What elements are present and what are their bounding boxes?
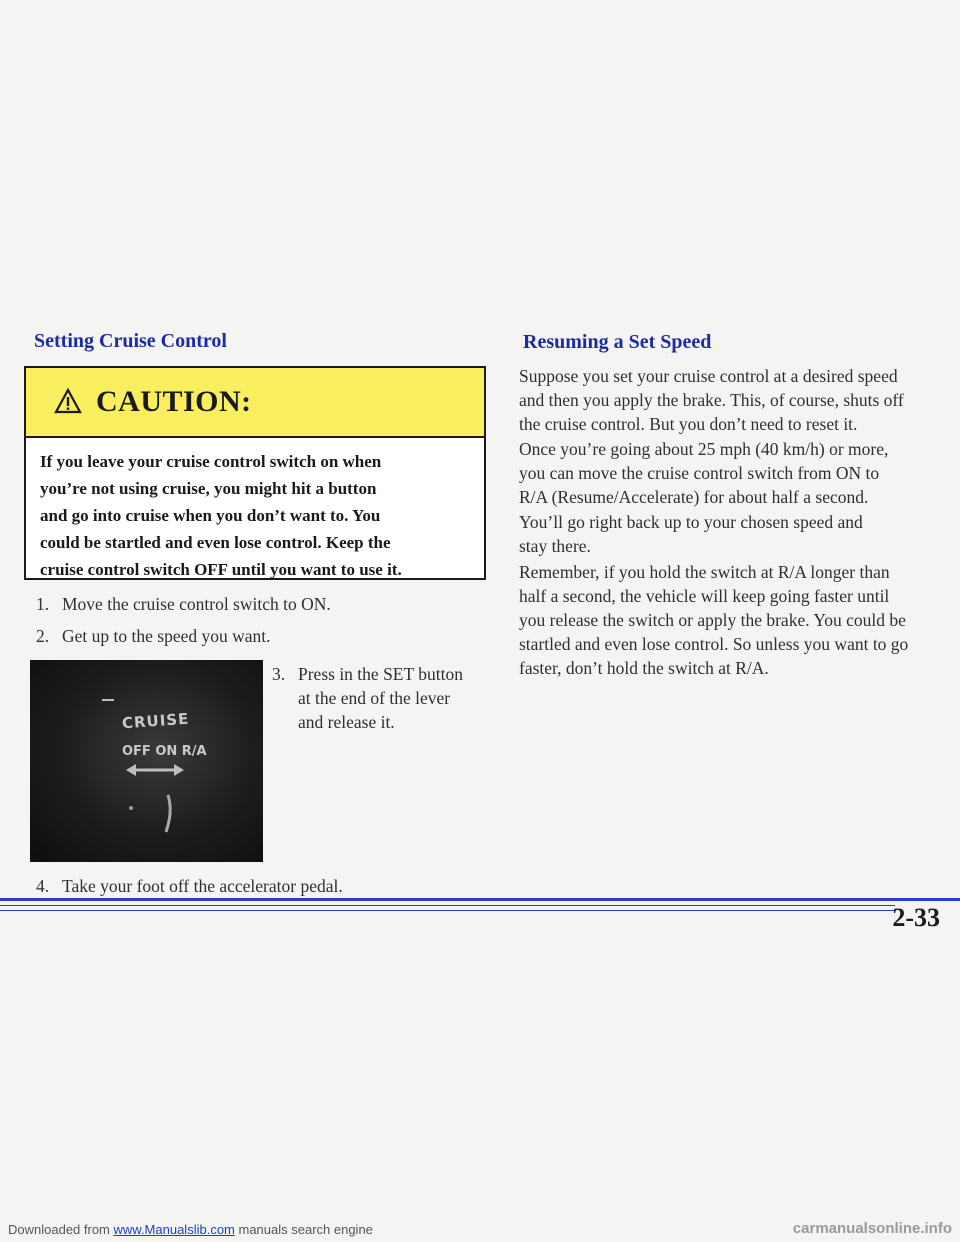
step-text: Get up to the speed you want. <box>62 626 271 646</box>
paragraph <box>519 510 949 558</box>
caution-line: and go into cruise when you don’t want to. You <box>40 506 381 525</box>
caution-box <box>24 366 486 580</box>
warning-triangle-icon <box>54 388 82 414</box>
page-number: 2-33 <box>892 903 940 932</box>
paragraph <box>519 364 949 436</box>
download-footer <box>8 1222 373 1237</box>
step-number: 1. <box>36 594 50 614</box>
para-line: you release the switch or apply the brake. You could be <box>519 610 906 630</box>
caution-line: cruise control switch OFF until you want to use it. <box>40 560 402 579</box>
caution-line: could be startled and even lose control. Keep the <box>40 533 391 552</box>
step-line: at the end of the lever <box>298 688 451 708</box>
para-line: You’ll go right back up to your chosen speed and <box>519 512 863 532</box>
switch-arrow-icon <box>30 660 263 862</box>
para-line: Remember, if you hold the switch at R/A longer than <box>519 562 890 582</box>
section-heading-resuming: Resuming a Set Speed <box>523 331 712 353</box>
footer-prefix: Downloaded from <box>8 1222 114 1237</box>
step-number: 2. <box>36 626 50 646</box>
para-line: stay there. <box>519 536 591 556</box>
footer-rule <box>0 898 960 901</box>
footer-rule <box>0 905 895 906</box>
manualslib-link[interactable]: www.Manualslib.com <box>113 1222 235 1237</box>
para-line: you can move the cruise control switch from ON to <box>519 463 880 483</box>
paragraph <box>519 437 949 509</box>
footer-suffix: manuals search engine <box>234 1222 373 1237</box>
photo-label-positions: OFF ON R/A <box>122 744 207 759</box>
para-line: Suppose you set your cruise control at a desired speed <box>519 366 898 386</box>
cruise-switch-photo <box>30 660 263 862</box>
caution-title: CAUTION: <box>96 385 252 418</box>
caution-line: If you leave your cruise control switch on when <box>40 452 382 471</box>
para-line: the cruise control. But you don’t need to reset it. <box>519 414 858 434</box>
step-line: Press in the SET button <box>298 664 463 684</box>
paragraph <box>519 560 949 680</box>
para-line: R/A (Resume/Accelerate) for about half a second. <box>519 487 869 507</box>
photo-label-cruise: CRUISE <box>121 709 190 733</box>
caution-header <box>26 368 484 438</box>
step-number: 3. <box>272 664 286 684</box>
para-line: faster, don’t hold the switch at R/A. <box>519 658 769 678</box>
para-line: half a second, the vehicle will keep going faster until <box>519 586 890 606</box>
caution-text <box>40 448 480 583</box>
step-text: Move the cruise control switch to ON. <box>62 594 331 614</box>
watermark-site: carmanualsonline.info <box>792 1220 952 1237</box>
caution-line: you’re not using cruise, you might hit a button <box>40 479 377 498</box>
para-line: Once you’re going about 25 mph (40 km/h) or more, <box>519 439 889 459</box>
step-line: and release it. <box>298 712 395 732</box>
step-text: Take your foot off the accelerator pedal. <box>62 876 343 896</box>
step-text <box>298 662 463 734</box>
para-line: and then you apply the brake. This, of course, shuts off <box>519 390 904 410</box>
para-line: startled and even lose control. So unless you want to go <box>519 634 909 654</box>
section-heading-setting-cruise: Setting Cruise Control <box>34 330 227 352</box>
footer-rule <box>0 910 895 911</box>
step-number: 4. <box>36 876 50 896</box>
